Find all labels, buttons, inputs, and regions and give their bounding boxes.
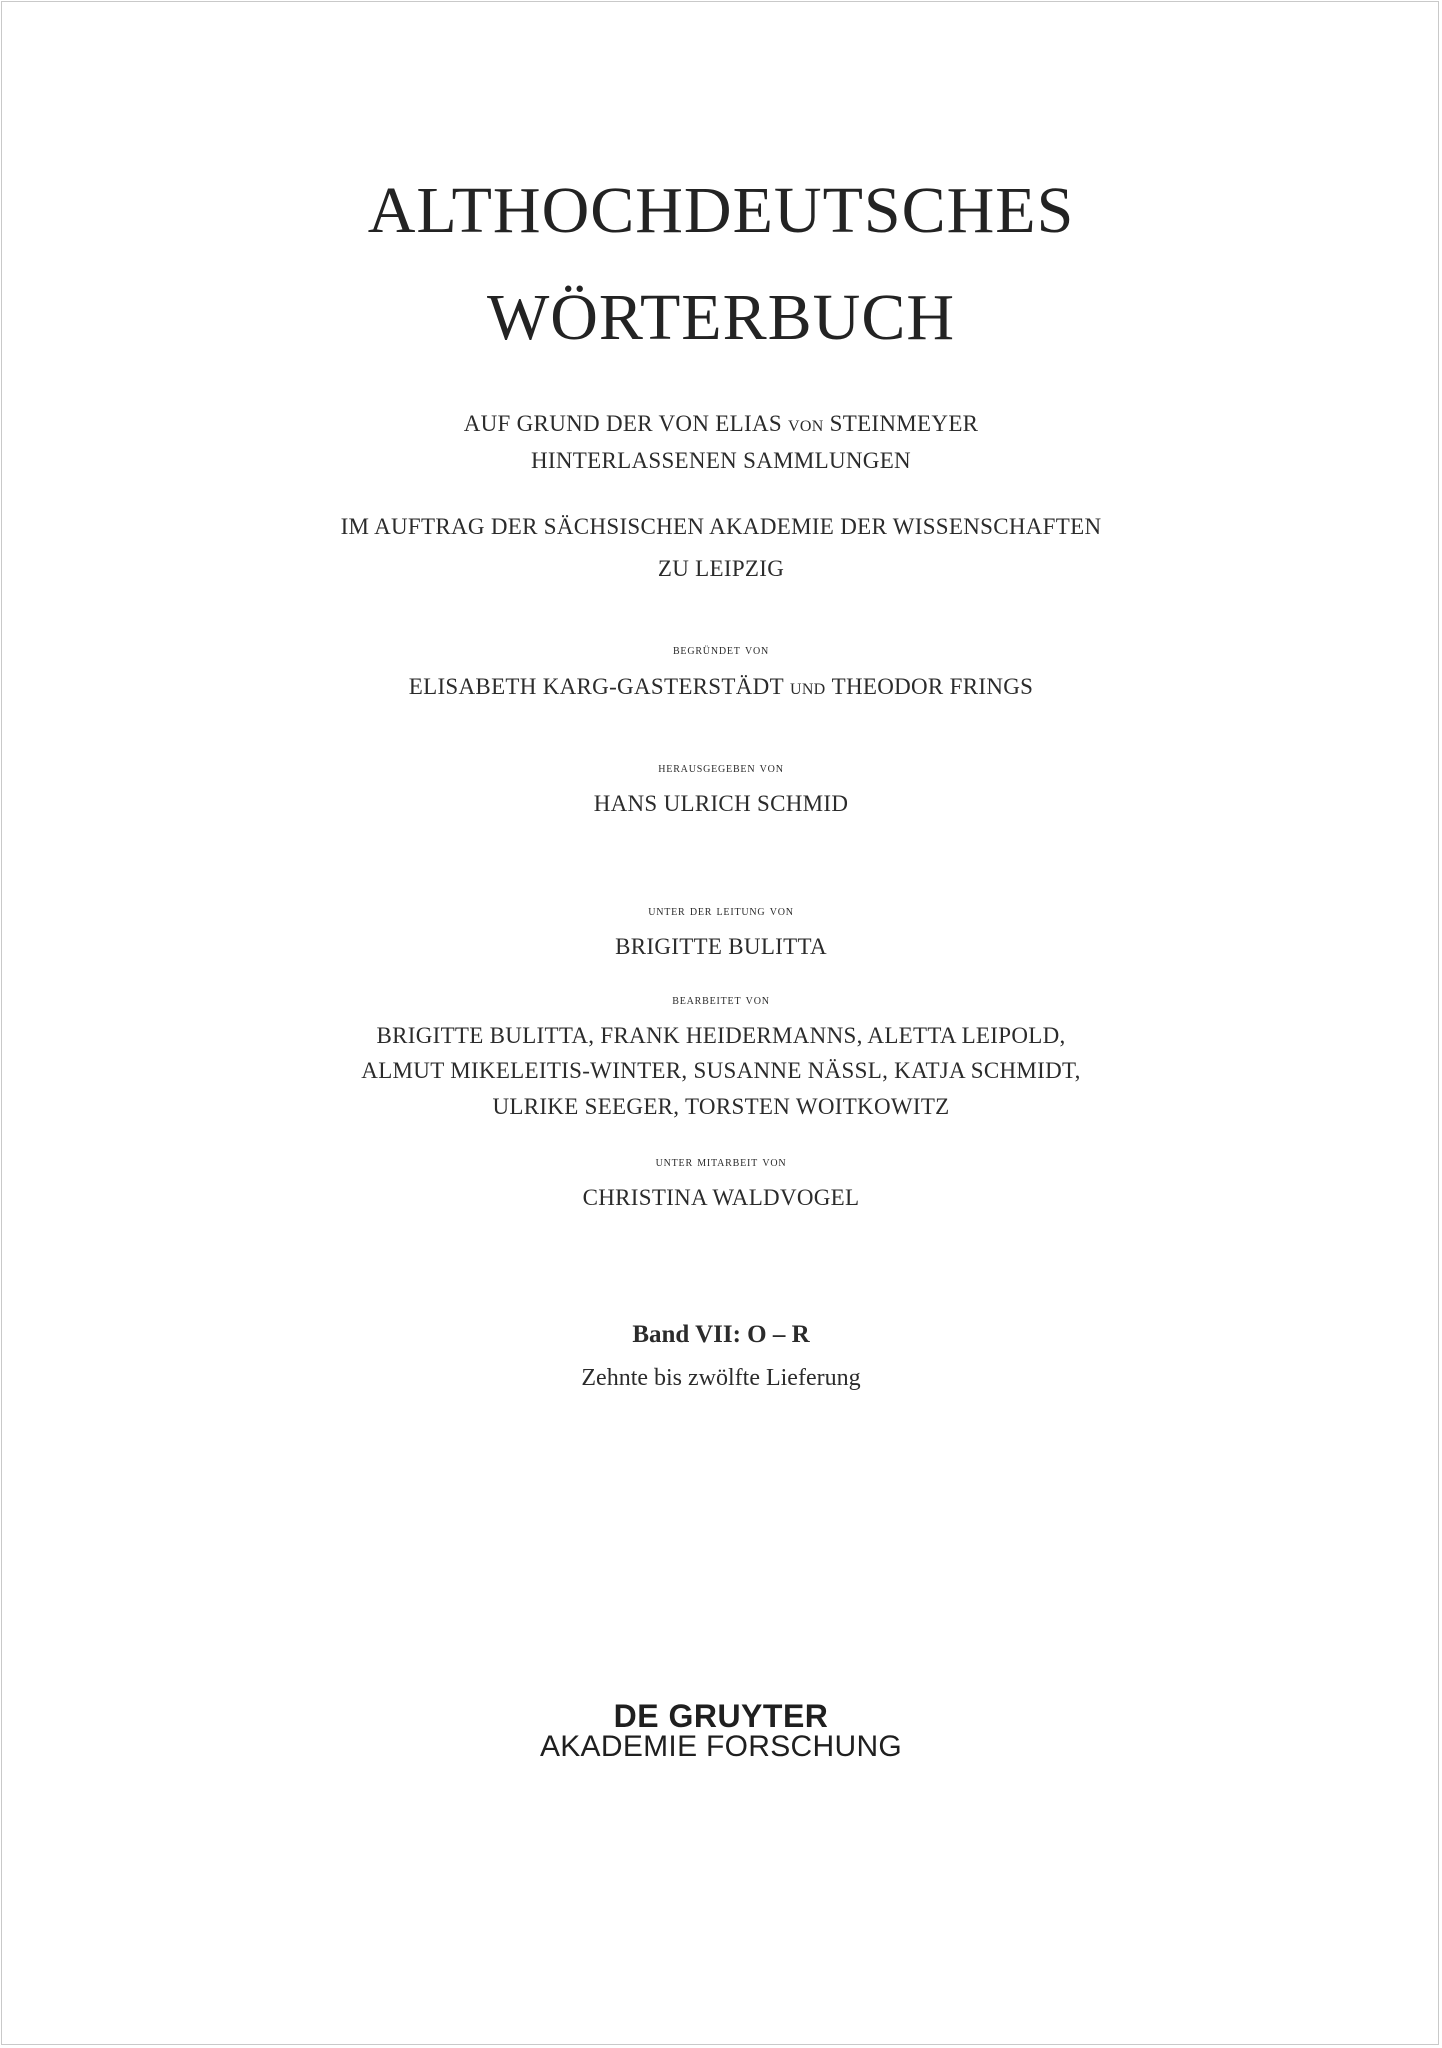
commission-line-1: IM AUFTRAG DER SÄCHSISCHEN AKADEMIE DER WISSENSCHAFTEN (340, 514, 1102, 539)
title-line-2: WÖRTERBUCH (486, 281, 956, 354)
founders: ELISABETH KARG-GASTERSTÄDT und THEODOR FRINGS (408, 674, 1034, 699)
edited-label: bearbeitet von (672, 993, 770, 1008)
editors-line-1: BRIGITTE BULITTA, FRANK HEIDERMANNS, ALETTA LEIPOLD, (376, 1023, 1066, 1048)
editors-line-2: ALMUT MIKELEITIS-WINTER, SUSANNE NÄSSL, KATJA SCHMIDT, (361, 1058, 1081, 1083)
editor-name: HANS ULRICH SCHMID (593, 791, 849, 816)
volume-band: Band VII: O – R (632, 1321, 810, 1348)
publisher-name: DE GRUYTER (613, 1698, 829, 1734)
collaboration-label: unter mitarbeit von (655, 1155, 787, 1170)
founded-label: begründet von (672, 643, 770, 658)
direction-name: BRIGITTE BULITTA (615, 934, 827, 959)
editor-label: herausgegeben von (658, 761, 784, 776)
commission-line-2: ZU LEIPZIG (657, 556, 785, 581)
volume-lieferung: Zehnte bis zwölfte Lieferung (581, 1365, 861, 1391)
direction-label: unter der leitung von (648, 904, 794, 919)
basis-line-1: AUF GRUND DER VON ELIAS von STEINMEYER (463, 411, 979, 436)
editors-line-3: ULRIKE SEEGER, TORSTEN WOITKOWITZ (492, 1094, 950, 1119)
collaboration-name: CHRISTINA WALDVOGEL (582, 1185, 860, 1210)
title-line-1: ALTHOCHDEUTSCHES (367, 174, 1075, 247)
publisher-series: AKADEMIE FORSCHUNG (539, 1730, 903, 1763)
basis-line-2: HINTERLASSENEN SAMMLUNGEN (531, 448, 911, 473)
